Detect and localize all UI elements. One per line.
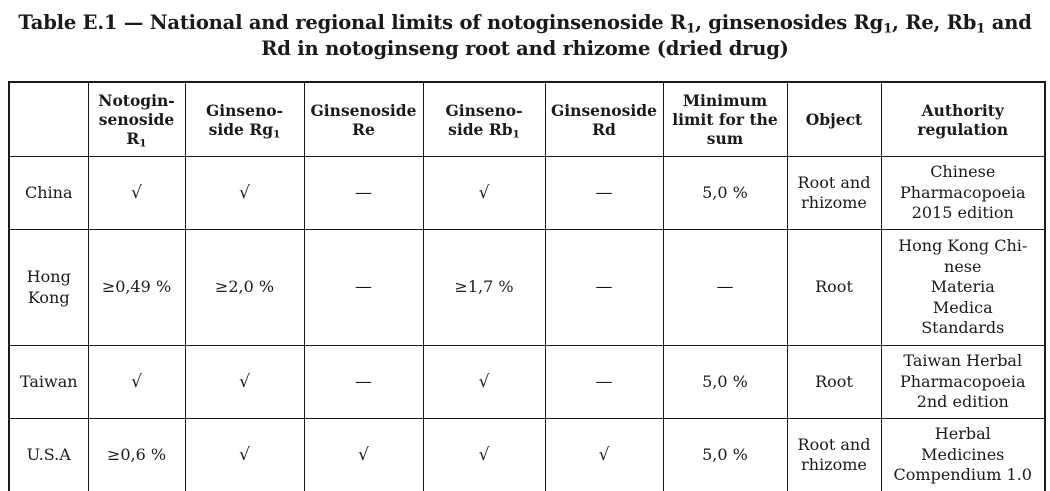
cell-line: Hong bbox=[26, 267, 71, 286]
header-text: R bbox=[126, 129, 140, 148]
cell-line: Materia bbox=[930, 277, 995, 297]
header-line: Re bbox=[352, 119, 375, 139]
rd-cell: √ bbox=[545, 419, 663, 491]
caption-text: , Re, Rb bbox=[892, 11, 977, 34]
header-line: Ginsenoside bbox=[551, 100, 657, 120]
caption-line-1 bbox=[0, 10, 1050, 36]
object-cell bbox=[787, 419, 881, 491]
cell-line: Kong bbox=[27, 287, 70, 307]
r1-cell: √ bbox=[88, 157, 185, 230]
header-minimum-sum bbox=[663, 82, 787, 157]
header-ginsenoside-rg1 bbox=[185, 82, 304, 157]
cell-line: Hong Kong Chi- bbox=[898, 236, 1028, 256]
rg1-cell: √ bbox=[185, 419, 304, 491]
header-line: Ginseno- bbox=[205, 100, 284, 120]
cell-line: Root and bbox=[797, 434, 871, 454]
header-line: Rd bbox=[592, 119, 616, 139]
cell-line: Pharmacopoeia bbox=[899, 371, 1026, 391]
table-row bbox=[9, 346, 1045, 419]
header-line: Ginsenoside bbox=[310, 100, 417, 120]
rb1-cell: √ bbox=[423, 419, 545, 491]
rg1-cell: √ bbox=[185, 157, 304, 230]
caption-subscript: 1 bbox=[686, 21, 696, 37]
re-cell: — bbox=[304, 230, 423, 346]
region-cell bbox=[9, 230, 88, 346]
header-line bbox=[188, 120, 302, 139]
limits-table bbox=[8, 81, 1046, 491]
cell-line: Pharmacopoeia bbox=[899, 182, 1026, 202]
caption-text: and bbox=[985, 11, 1032, 34]
cell-line: Chinese bbox=[930, 162, 996, 182]
rb1-cell: ≥1,7 % bbox=[423, 230, 545, 346]
authority-cell bbox=[881, 230, 1045, 346]
sum-cell: 5,0 % bbox=[663, 419, 787, 491]
rg1-cell: √ bbox=[185, 346, 304, 419]
cell-line: nese bbox=[944, 256, 982, 276]
rd-cell: — bbox=[545, 230, 663, 346]
header-line: Notogin- bbox=[98, 91, 175, 110]
header-object: Object bbox=[787, 82, 881, 157]
cell-line: Medica bbox=[932, 297, 993, 317]
region-cell: China bbox=[9, 157, 88, 230]
header-line: Ginseno- bbox=[445, 100, 523, 120]
header-ginsenoside-rb1 bbox=[423, 82, 545, 157]
header-subscript: 1 bbox=[273, 128, 281, 141]
sum-cell: 5,0 % bbox=[663, 346, 787, 419]
rd-cell: — bbox=[545, 157, 663, 230]
authority-cell bbox=[881, 419, 1045, 491]
r1-cell: √ bbox=[88, 346, 185, 419]
r1-cell: ≥0,49 % bbox=[88, 230, 185, 346]
object-cell bbox=[787, 157, 881, 230]
region-cell: Taiwan bbox=[9, 346, 88, 419]
table-row bbox=[9, 157, 1045, 230]
re-cell: — bbox=[304, 346, 423, 419]
cell-line: Taiwan Herbal bbox=[903, 351, 1023, 371]
header-line: regulation bbox=[917, 119, 1009, 139]
header-subscript: 1 bbox=[512, 128, 520, 141]
caption-subscript: 1 bbox=[883, 21, 893, 37]
header-text: side Rg bbox=[208, 119, 274, 139]
header-authority bbox=[881, 82, 1045, 157]
caption-text: , ginsenosides Rg bbox=[695, 11, 884, 34]
cell-line: rhizome bbox=[801, 193, 867, 212]
header-line bbox=[91, 129, 183, 148]
re-cell: — bbox=[304, 157, 423, 230]
authority-cell bbox=[881, 157, 1045, 230]
sum-cell: 5,0 % bbox=[663, 157, 787, 230]
cell-line: 2nd edition bbox=[916, 392, 1009, 412]
region-cell: U.S.A bbox=[9, 419, 88, 491]
cell-line: Standards bbox=[921, 318, 1005, 338]
cell-line: 2015 edition bbox=[911, 203, 1014, 223]
header-region bbox=[9, 82, 88, 157]
header-text: side Rb bbox=[448, 119, 513, 139]
cell-line: Herbal bbox=[934, 424, 991, 444]
object-cell: Root bbox=[787, 346, 881, 419]
cell-line: Medicines bbox=[921, 444, 1005, 464]
header-notoginsenoside-r1 bbox=[88, 82, 185, 157]
header-ginsenoside-rd bbox=[545, 82, 663, 157]
table-row bbox=[9, 419, 1045, 491]
cell-line: Compendium 1.0 bbox=[893, 465, 1032, 485]
header-line bbox=[426, 120, 543, 139]
header-ginsenoside-re bbox=[304, 82, 423, 157]
header-subscript: 1 bbox=[139, 137, 147, 150]
header-line: Minimum bbox=[682, 91, 768, 110]
header-row bbox=[9, 82, 1045, 157]
table-caption bbox=[0, 10, 1050, 62]
sum-cell: — bbox=[663, 230, 787, 346]
cell-line: rhizome bbox=[801, 455, 867, 474]
header-line: sum bbox=[706, 129, 744, 148]
header-line: limit for the bbox=[672, 110, 778, 129]
rd-cell: — bbox=[545, 346, 663, 419]
r1-cell: ≥0,6 % bbox=[88, 419, 185, 491]
rg1-cell: ≥2,0 % bbox=[185, 230, 304, 346]
caption-subscript: 1 bbox=[976, 21, 986, 37]
caption-line-2: Rd in notoginseng root and rhizome (dried drug) bbox=[261, 37, 789, 60]
header-line: Authority bbox=[921, 100, 1004, 120]
cell-line: Root and bbox=[797, 172, 871, 192]
object-cell: Root bbox=[787, 230, 881, 346]
authority-cell bbox=[881, 346, 1045, 419]
caption-text: Table E.1 — National and regional limits of notoginsenoside R bbox=[18, 11, 687, 34]
header-line: senoside bbox=[98, 110, 175, 129]
rb1-cell: √ bbox=[423, 157, 545, 230]
re-cell: √ bbox=[304, 419, 423, 491]
rb1-cell: √ bbox=[423, 346, 545, 419]
table-row bbox=[9, 230, 1045, 346]
